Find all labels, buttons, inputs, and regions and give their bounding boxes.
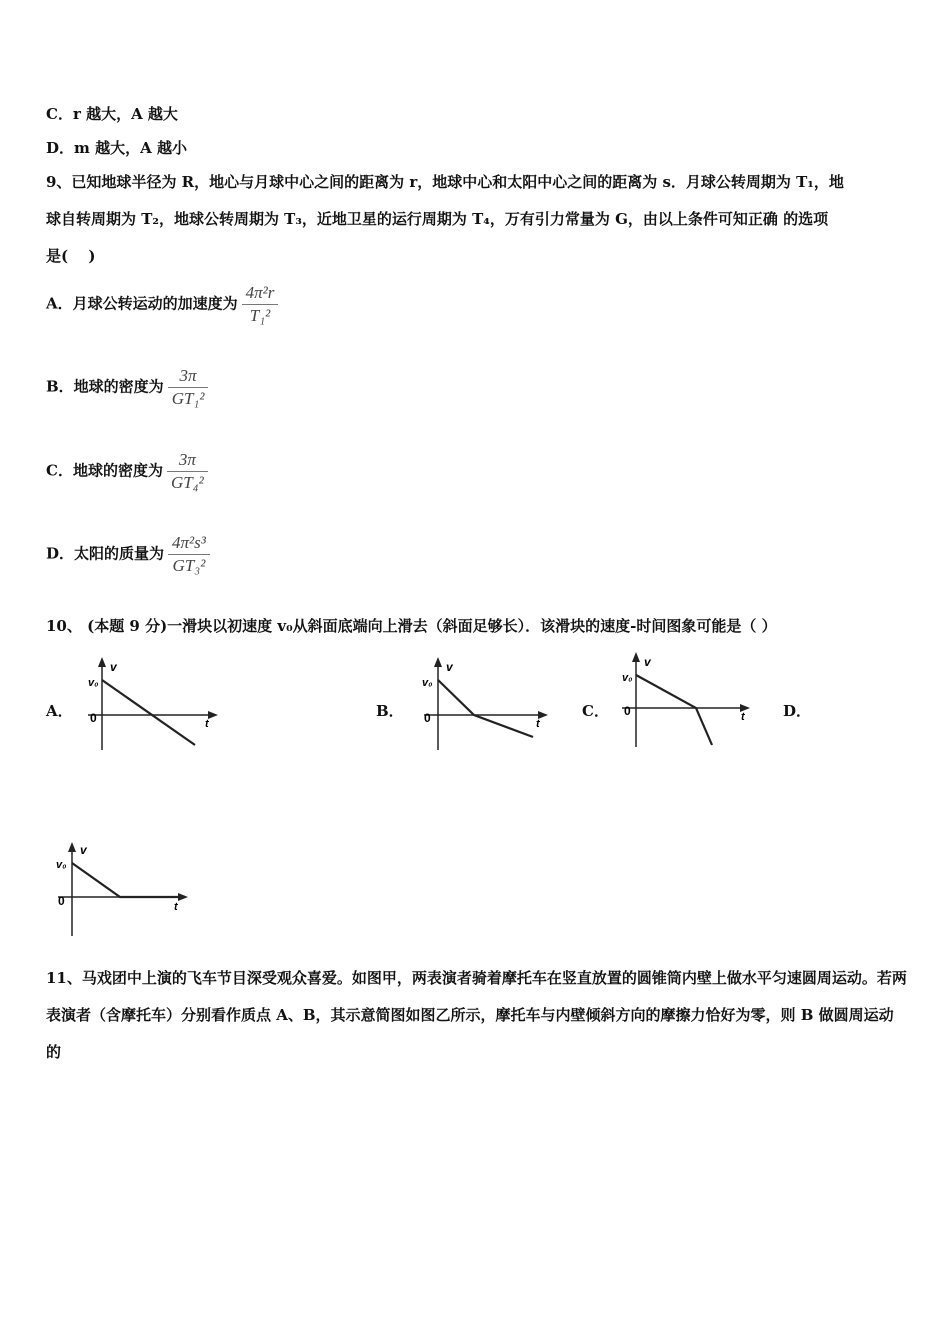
q11-text: 11、马戏团中上演的飞车节目深受观众喜爱。如图甲，两表演者骑着摩托车在竖直放置的圆锥筒内壁上做水平匀速圆周运动。若两表演者（含摩托车）分别看作质点 A、B，其示意简图如图乙所示，摩托车与内壁倾斜方向的摩擦力恰好为零，则 B 做圆周运动的 [46, 969, 907, 1061]
graph-a-axis-v: v [110, 660, 117, 674]
graph-d-axis-v: v [80, 843, 87, 857]
q10-graph-d [50, 840, 200, 940]
option-d-text: D．m 越大，A 越小 [46, 139, 187, 157]
graph-b-axis-v0: v₀ [422, 677, 433, 689]
graph-b-axis-t: t [536, 718, 540, 730]
q9-option-b-label: B．地球的密度为 [46, 377, 164, 396]
q9-option-a [46, 283, 278, 326]
q9-option-c-formula: $\frac{3\pi}{\text{GT₄²}}$ [167, 450, 208, 493]
graph-c-origin: 0 [624, 704, 631, 718]
graph-b-origin: 0 [424, 711, 431, 725]
q10-graph-a [80, 655, 230, 755]
q9-option-d-formula: $\frac{\text{4π²s³}}{\text{GT₃²}}$ [168, 533, 210, 576]
q10-graph-c [614, 650, 764, 750]
q9-option-d-label: D．太阳的质量为 [46, 544, 165, 563]
q9-option-c-label: C．地球的密度为 [46, 461, 163, 480]
q10-option-b-label: B． [376, 702, 404, 720]
q10-stem: 10、 (本题 9 分)一滑块以初速度 v₀从斜面底端向上滑去（斜面足够长）．该滑块的速度-时间图象可能是（ ） [46, 617, 777, 635]
q9-stem-line2: 球自转周期为 T₂，地球公转周期为 T₃，近地卫星的运行周期为 T₄，万有引力常量为 G，由以上条件可知正确 的选项 [46, 210, 829, 228]
graph-d-axis-v0: v₀ [56, 859, 67, 871]
option-c-text: C．r 越大，A 越大 [46, 105, 178, 123]
q10-option-a-label: A． [46, 702, 73, 720]
graph-c-axis-v: v [644, 655, 651, 669]
q9-option-b-formula: $\frac{3\pi}{\text{GT₁²}}$ [168, 366, 209, 409]
graph-a-origin: 0 [90, 711, 97, 725]
graph-a-axis-t: t [205, 718, 209, 730]
q9-option-a-label: A．月球公转运动的加速度为 [46, 294, 238, 313]
graph-a-axis-v0: v₀ [88, 677, 99, 689]
graph-d-axis-t: t [174, 901, 178, 913]
q10-option-c-label: C． [582, 702, 609, 720]
graph-b-axis-v: v [446, 660, 453, 674]
q9-option-b [46, 366, 208, 409]
q9-stem-line3: 是( ) [46, 247, 96, 265]
q9-option-d [46, 533, 210, 576]
q9-stem-line1: 9、已知地球半径为 R，地心与月球中心之间的距离为 r，地球中心和太阳中心之间的距离为 s．月球公转周期为 T₁，地 [46, 173, 844, 191]
q10-graph-b [416, 655, 566, 755]
graph-d-origin: 0 [58, 894, 65, 908]
q9-option-c [46, 450, 208, 493]
q9-option-a-formula: $\frac{\text{4π²r}}{\text{T₁²}}$ [242, 283, 279, 326]
graph-c-axis-v0: v₀ [622, 672, 633, 684]
graph-c-axis-t: t [741, 711, 745, 723]
q10-option-d-label: D． [783, 702, 812, 720]
